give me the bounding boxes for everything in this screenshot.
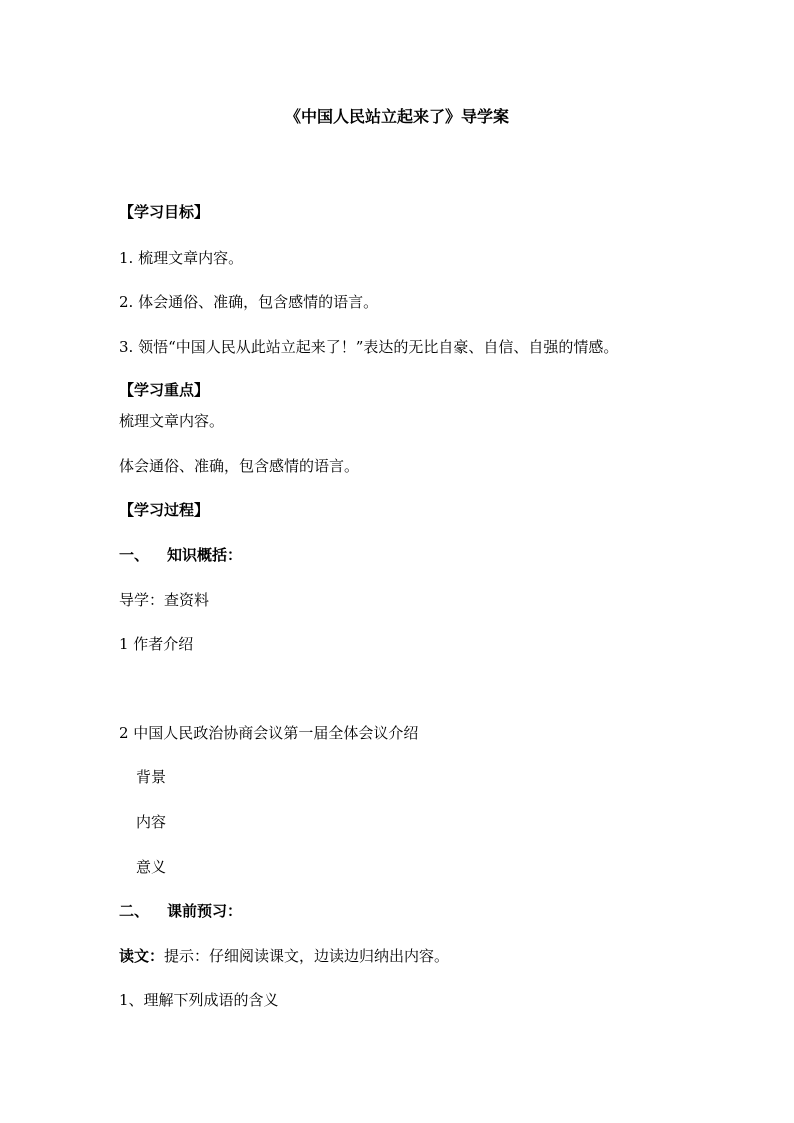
sub-item-content: 内容 — [136, 813, 167, 831]
section-2-heading — [119, 901, 242, 921]
section-2-title: 课前预习： — [167, 902, 243, 920]
process-item-1: 1 作者介绍 — [119, 635, 194, 653]
reading-line — [119, 946, 449, 966]
sub-item-significance: 意义 — [136, 858, 167, 876]
sub-item-background: 背景 — [136, 768, 167, 786]
goal-item-1: 1. 梳理文章内容。 — [119, 249, 244, 267]
section-2-number: 二、 — [119, 902, 150, 920]
document-title: 《中国人民站立起来了》导学案 — [284, 107, 509, 126]
process-heading: 【学习过程】 — [119, 501, 210, 519]
process-item-2: 2 中国人民政治协商会议第一届全体会议介绍 — [119, 724, 419, 742]
section-1-heading — [119, 545, 242, 565]
process-item-3: 1、理解下列成语的含义 — [119, 991, 279, 1009]
guide-line: 导学：查资料 — [119, 591, 210, 609]
key-point-item-1: 梳理文章内容。 — [119, 412, 225, 430]
goals-heading: 【学习目标】 — [119, 203, 210, 221]
key-point-item-2: 体会通俗、准确，包含感情的语言。 — [119, 457, 360, 475]
section-1-title: 知识概括： — [167, 546, 243, 564]
key-points-heading: 【学习重点】 — [119, 381, 210, 399]
goal-item-2: 2. 体会通俗、准确，包含感情的语言。 — [119, 293, 379, 311]
reading-label: 读文： — [119, 947, 165, 965]
reading-text: 提示：仔细阅读课文，边读边归纳出内容。 — [164, 947, 450, 965]
goal-item-3: 3. 领悟“中国人民从此站立起来了！”表达的无比自豪、自信、自强的情感。 — [119, 338, 619, 356]
section-1-number: 一、 — [119, 546, 150, 564]
